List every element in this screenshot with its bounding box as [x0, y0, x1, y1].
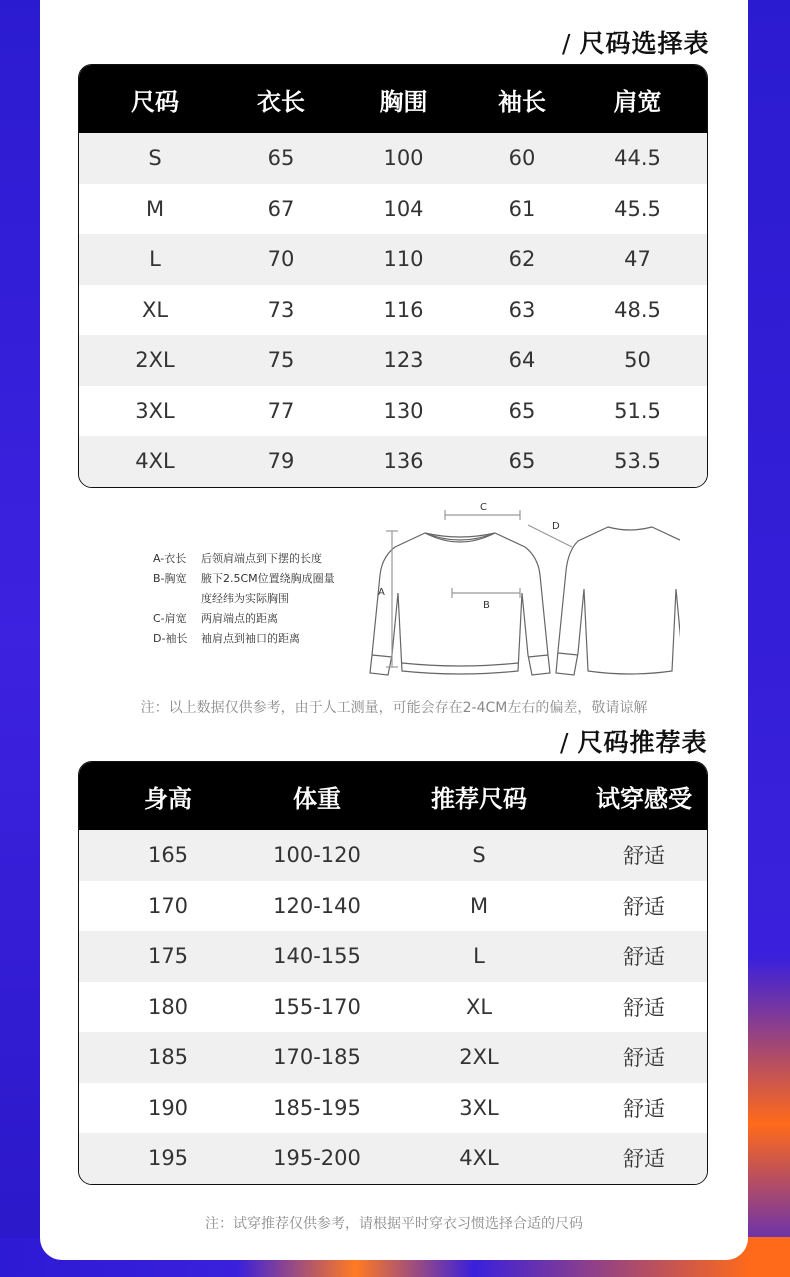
table-row — [79, 830, 707, 881]
table-cell: 48.5 — [614, 297, 661, 322]
header-fit: 试穿感受 — [596, 784, 692, 813]
table-cell: 123 — [383, 348, 424, 373]
table-cell: 130 — [383, 398, 424, 423]
header-chest: 胸围 — [379, 87, 428, 116]
table-row — [79, 133, 707, 184]
size-chart-body — [79, 133, 707, 487]
table-cell: 47 — [624, 247, 651, 272]
table-cell: 100-120 — [273, 843, 361, 868]
table-row — [79, 1032, 707, 1083]
table-row — [79, 931, 707, 982]
table-cell: S — [148, 146, 162, 171]
recommend-note: 注：试穿推荐仅供参考，请根据平时穿衣习惯选择合适的尺码 — [205, 1216, 583, 1232]
table-cell: 63 — [508, 297, 536, 322]
table-cell: 4XL — [135, 449, 175, 474]
front-sweater-outline — [370, 533, 550, 675]
table-cell: XL — [465, 994, 493, 1019]
table-row — [79, 335, 707, 386]
table-cell: 104 — [383, 196, 424, 221]
legend-row: C-肩宽 两肩端点的距离 — [153, 612, 278, 625]
legend-row: B-胸宽 腋下2.5CM位置绕胸成圈量 — [153, 572, 335, 585]
header-sleeve: 袖长 — [498, 87, 546, 116]
table-cell: 65 — [508, 398, 536, 423]
table-cell: 155-170 — [273, 994, 361, 1019]
table-cell: 2XL — [459, 1045, 499, 1070]
table-row — [79, 436, 707, 487]
front-collar — [425, 533, 495, 542]
table-cell: S — [472, 843, 486, 868]
table-cell: 舒适 — [623, 1096, 665, 1121]
background-right — [746, 0, 790, 1277]
table-row — [79, 234, 707, 285]
size-chart-title: / 尺码选择表 — [562, 29, 710, 58]
header-shoulder: 肩宽 — [613, 87, 662, 116]
table-cell: 62 — [508, 247, 536, 272]
table-cell: 165 — [147, 843, 189, 868]
background-left — [0, 0, 40, 1277]
recommend-chart-body — [79, 830, 707, 1184]
table-cell: L — [473, 944, 485, 969]
table-row — [79, 1083, 707, 1134]
table-cell: 140-155 — [273, 944, 361, 969]
table-cell: 舒适 — [623, 1046, 665, 1071]
table-cell: 61 — [508, 196, 536, 221]
table-cell: 73 — [267, 297, 295, 322]
measurement-note: 注：以上数据仅供参考，由于人工测量，可能会存在2-4CM左右的偏差，敬请谅解 — [140, 700, 648, 716]
table-cell: 100 — [383, 146, 424, 171]
table-cell: 67 — [267, 196, 295, 221]
back-sweater-outline — [556, 527, 680, 675]
table-cell: 65 — [508, 449, 536, 474]
table-cell: 136 — [383, 449, 424, 474]
recommend-chart-header — [79, 762, 707, 830]
header-height: 身高 — [144, 784, 192, 813]
table-row — [79, 982, 707, 1033]
table-cell: 77 — [267, 398, 295, 423]
table-cell: 185 — [147, 1045, 189, 1070]
table-row — [79, 881, 707, 932]
table-cell: 舒适 — [623, 1147, 665, 1172]
table-row — [79, 386, 707, 437]
table-cell: 79 — [267, 449, 295, 474]
table-cell: 50 — [624, 348, 651, 373]
table-cell: 53.5 — [614, 449, 661, 474]
table-cell: 64 — [508, 348, 536, 373]
table-cell: 110 — [383, 247, 424, 272]
recommend-chart-title: / 尺码推荐表 — [560, 728, 708, 757]
table-cell: 170 — [147, 893, 189, 918]
table-row — [79, 1133, 707, 1184]
table-cell: 舒适 — [623, 945, 665, 970]
table-cell: 65 — [267, 146, 295, 171]
header-length: 衣长 — [257, 87, 305, 116]
label-b: B — [483, 600, 490, 611]
size-chart-table — [78, 64, 708, 488]
legend-row: D-袖长 袖肩点到袖口的距离 — [153, 632, 300, 645]
table-cell: 120-140 — [273, 893, 361, 918]
table-cell: 60 — [508, 146, 536, 171]
table-cell: 51.5 — [614, 398, 661, 423]
table-cell: M — [145, 196, 165, 221]
header-size: 尺码 — [131, 87, 179, 116]
label-a: A — [378, 587, 385, 598]
measurement-legend — [153, 549, 335, 649]
table-cell: 190 — [147, 1095, 189, 1120]
size-chart-header — [79, 65, 707, 133]
label-d: D — [552, 521, 560, 532]
table-cell: 2XL — [135, 348, 175, 373]
table-cell: 185-195 — [273, 1095, 361, 1120]
table-cell: 舒适 — [623, 995, 665, 1020]
table-cell: L — [149, 247, 161, 272]
table-cell: 4XL — [459, 1146, 499, 1171]
table-cell: 70 — [267, 247, 295, 272]
header-recommended-size: 推荐尺码 — [431, 784, 527, 813]
table-cell: 舒适 — [623, 844, 665, 869]
sweater-diagram — [330, 495, 680, 685]
table-cell: 75 — [267, 348, 295, 373]
table-cell: 44.5 — [614, 146, 661, 171]
table-cell: 195-200 — [273, 1146, 361, 1171]
table-cell: 175 — [147, 944, 189, 969]
content-card — [40, 0, 748, 1260]
table-cell: 180 — [147, 994, 189, 1019]
table-cell: 45.5 — [614, 196, 661, 221]
table-row — [79, 184, 707, 235]
header-weight: 体重 — [293, 784, 341, 813]
table-cell: 170-185 — [273, 1045, 361, 1070]
legend-row: A-衣长 后领肩端点到下摆的长度 — [153, 552, 322, 565]
table-cell: 116 — [383, 297, 424, 322]
label-c: C — [480, 502, 487, 513]
recommend-chart-table — [78, 761, 708, 1185]
table-cell: 舒适 — [623, 894, 665, 919]
table-cell: 3XL — [135, 398, 175, 423]
legend-row: 度经纬为实际胸围 — [201, 592, 289, 605]
table-row — [79, 285, 707, 336]
table-cell: 195 — [147, 1146, 189, 1171]
table-cell: M — [469, 893, 489, 918]
table-cell: 3XL — [459, 1095, 499, 1120]
table-cell: XL — [141, 297, 169, 322]
